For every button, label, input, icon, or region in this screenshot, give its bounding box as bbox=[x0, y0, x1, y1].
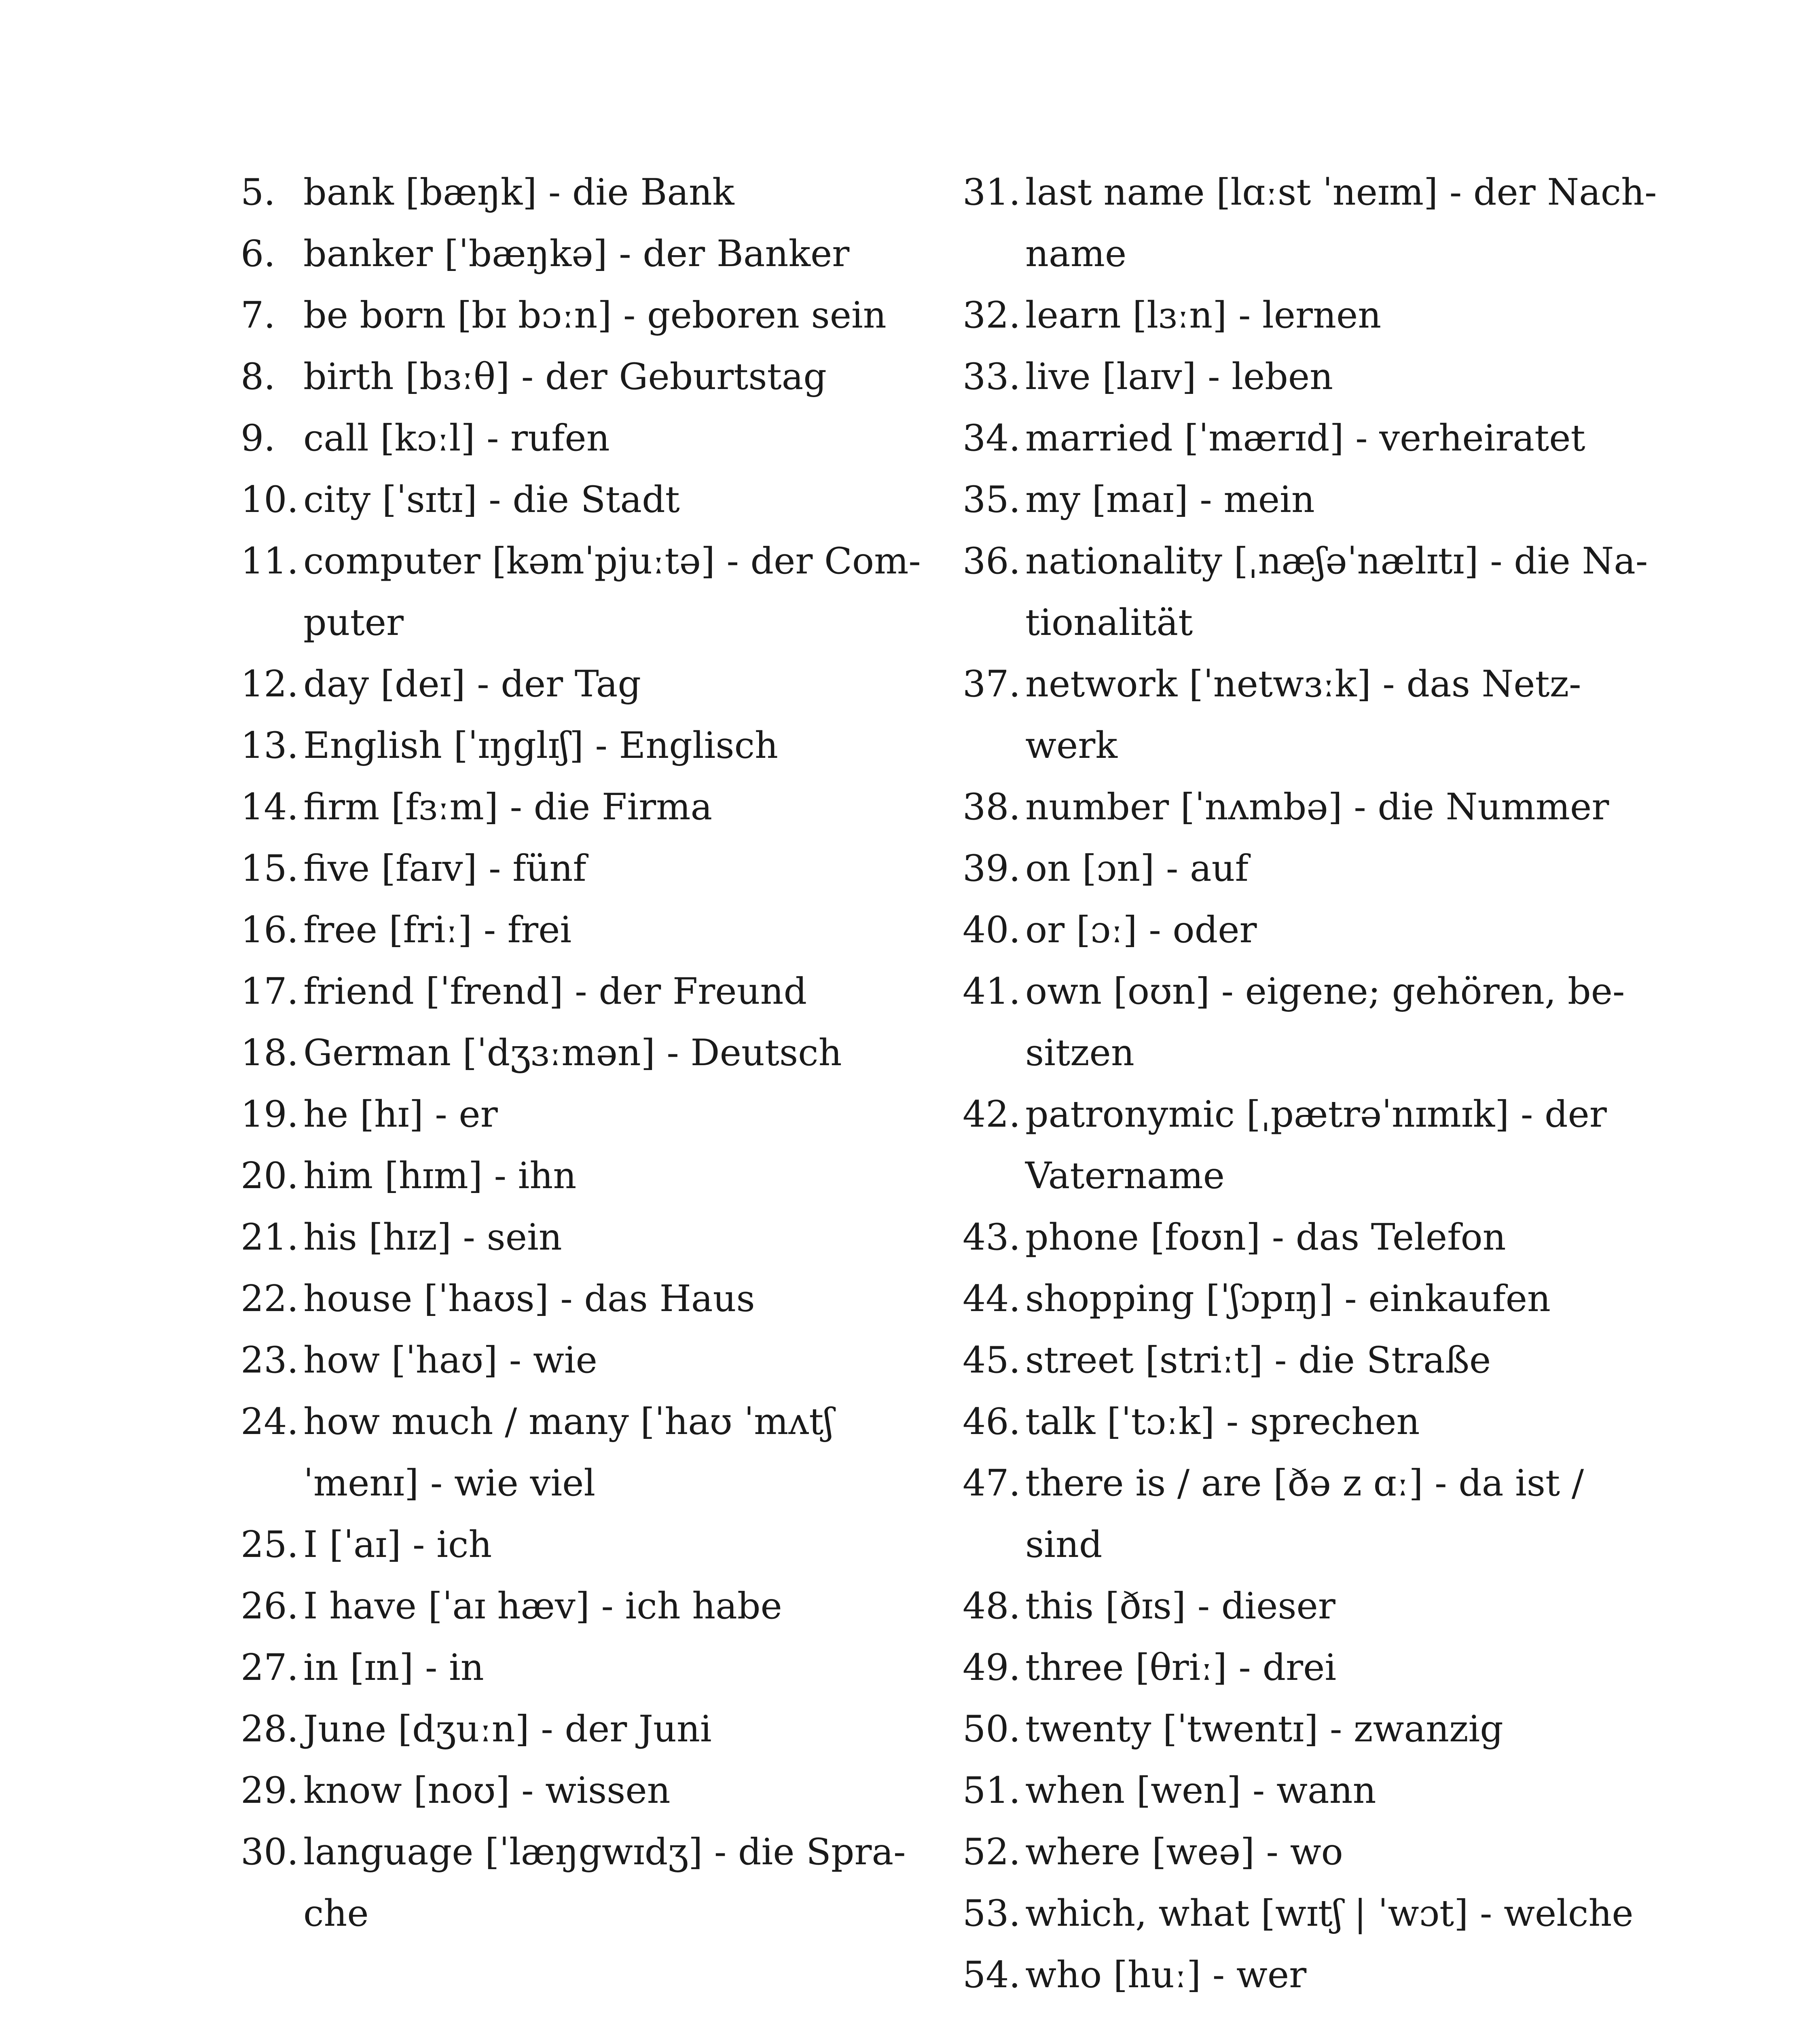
item-number: 41. bbox=[963, 970, 1021, 1013]
item-number: 23. bbox=[241, 1339, 299, 1381]
item-number: 34. bbox=[963, 417, 1021, 459]
list-item bbox=[241, 961, 928, 1022]
list-item bbox=[963, 1944, 1658, 2006]
item-number: 32. bbox=[963, 294, 1021, 336]
item-number: 27. bbox=[241, 1646, 299, 1689]
list-item bbox=[963, 776, 1658, 838]
item-number: 45. bbox=[963, 1339, 1021, 1381]
item-number: 38. bbox=[963, 786, 1021, 828]
item-text: live [laɪv] - leben bbox=[1025, 355, 1333, 398]
item-number: 13. bbox=[241, 724, 299, 767]
list-item bbox=[963, 961, 1658, 1084]
item-text: street [striːt] - die Straße bbox=[1025, 1339, 1491, 1381]
item-text: patronymic [ˌpætrəˈnɪmɪk] - der Vatername bbox=[1025, 1093, 1607, 1197]
list-item bbox=[241, 1576, 928, 1637]
item-text: him [hɪm] - ihn bbox=[303, 1155, 577, 1197]
item-text: English [ˈɪŋglɪʃ] - Englisch bbox=[303, 724, 778, 767]
item-number: 52. bbox=[963, 1831, 1021, 1873]
item-text: free [friː] - frei bbox=[303, 909, 572, 951]
item-number: 28. bbox=[241, 1708, 299, 1750]
list-item bbox=[963, 1453, 1658, 1576]
item-text: he [hɪ] - er bbox=[303, 1093, 498, 1136]
item-number: 7. bbox=[241, 294, 275, 336]
list-item bbox=[963, 1637, 1658, 1698]
item-number: 26. bbox=[241, 1585, 299, 1627]
item-text: city [ˈsɪtɪ] - die Stadt bbox=[303, 478, 680, 521]
item-number: 16. bbox=[241, 909, 299, 951]
item-number: 33. bbox=[963, 355, 1021, 398]
list-item bbox=[241, 1391, 928, 1514]
item-number: 44. bbox=[963, 1277, 1021, 1320]
list-item bbox=[963, 1821, 1658, 1883]
item-text: where [weə] - wo bbox=[1025, 1831, 1343, 1873]
item-number: 12. bbox=[241, 663, 299, 705]
item-number: 21. bbox=[241, 1216, 299, 1258]
item-text: who [huː] - wer bbox=[1025, 1954, 1307, 1996]
item-text: shopping [ˈʃɔpɪŋ] - einkaufen bbox=[1025, 1277, 1551, 1320]
item-text: his [hɪz] - sein bbox=[303, 1216, 562, 1258]
list-item bbox=[963, 285, 1658, 346]
item-text: day [deɪ] - der Tag bbox=[303, 663, 641, 705]
list-item bbox=[963, 1330, 1658, 1391]
item-text: German [ˈdʒɜːmən] - Deutsch bbox=[303, 1032, 842, 1074]
list-item bbox=[963, 1084, 1658, 1207]
item-text: talk [ˈtɔːk] - sprechen bbox=[1025, 1400, 1420, 1443]
item-number: 20. bbox=[241, 1155, 299, 1197]
list-item bbox=[241, 1514, 928, 1576]
item-text: own [oʊn] - eigene; gehören, be-sitzen bbox=[1025, 970, 1625, 1074]
item-number: 49. bbox=[963, 1646, 1021, 1689]
item-number: 31. bbox=[963, 171, 1021, 214]
item-number: 15. bbox=[241, 847, 299, 890]
item-number: 9. bbox=[241, 417, 275, 459]
list-item bbox=[241, 654, 928, 715]
item-text: this [ðɪs] - dieser bbox=[1025, 1585, 1335, 1627]
list-item bbox=[241, 223, 928, 285]
item-text: firm [fɜːm] - die Firma bbox=[303, 786, 713, 828]
item-text: how [ˈhaʊ] - wie bbox=[303, 1339, 597, 1381]
item-number: 48. bbox=[963, 1585, 1021, 1627]
list-item bbox=[241, 469, 928, 531]
item-text: network [ˈnetwɜːk] - das Netz-werk bbox=[1025, 663, 1581, 767]
item-text: banker [ˈbæŋkə] - der Banker bbox=[303, 233, 850, 275]
item-text: June [dʒuːn] - der Juni bbox=[303, 1708, 712, 1750]
list-item bbox=[241, 285, 928, 346]
item-number: 14. bbox=[241, 786, 299, 828]
vocabulary-list-left bbox=[241, 162, 928, 1944]
list-item bbox=[963, 1391, 1658, 1453]
list-item bbox=[963, 469, 1658, 531]
item-text: friend [ˈfrend] - der Freund bbox=[303, 970, 807, 1013]
item-number: 29. bbox=[241, 1769, 299, 1812]
list-item bbox=[963, 838, 1658, 899]
item-number: 43. bbox=[963, 1216, 1021, 1258]
list-item bbox=[963, 1883, 1658, 1944]
item-number: 37. bbox=[963, 663, 1021, 705]
item-text: twenty [ˈtwentɪ] - zwanzig bbox=[1025, 1708, 1503, 1750]
item-number: 5. bbox=[241, 171, 275, 214]
item-number: 18. bbox=[241, 1032, 299, 1074]
item-text: phone [foʊn] - das Telefon bbox=[1025, 1216, 1506, 1258]
item-text: number [ˈnʌmbə] - die Nummer bbox=[1025, 786, 1609, 828]
item-text: nationality [ˌnæʃəˈnælɪtɪ] - die Na-tionalität bbox=[1025, 540, 1648, 644]
item-text: on [ɔn] - auf bbox=[1025, 847, 1249, 890]
list-item bbox=[241, 899, 928, 961]
list-item bbox=[963, 408, 1658, 469]
list-item bbox=[241, 346, 928, 408]
item-number: 54. bbox=[963, 1954, 1021, 1996]
item-number: 17. bbox=[241, 970, 299, 1013]
item-number: 19. bbox=[241, 1093, 299, 1136]
list-item bbox=[241, 1022, 928, 1084]
list-item bbox=[241, 1145, 928, 1207]
list-item bbox=[241, 776, 928, 838]
item-text: be born [bɪ bɔːn] - geboren sein bbox=[303, 294, 887, 336]
item-number: 39. bbox=[963, 847, 1021, 890]
list-item bbox=[963, 654, 1658, 776]
item-number: 50. bbox=[963, 1708, 1021, 1750]
item-text: language [ˈlæŋgwɪdʒ] - die Spra-che bbox=[303, 1831, 906, 1935]
item-number: 22. bbox=[241, 1277, 299, 1320]
item-number: 25. bbox=[241, 1523, 299, 1566]
list-item bbox=[241, 1207, 928, 1268]
item-text: five [faɪv] - fünf bbox=[303, 847, 586, 890]
item-text: birth [bɜːθ] - der Geburtstag bbox=[303, 355, 827, 398]
list-item bbox=[963, 899, 1658, 961]
list-item bbox=[963, 1698, 1658, 1760]
item-text: which, what [wɪtʃ | ˈwɔt] - welche bbox=[1025, 1892, 1634, 1935]
item-number: 10. bbox=[241, 478, 299, 521]
item-text: computer [kəmˈpjuːtə] - der Com-puter bbox=[303, 540, 921, 644]
item-number: 47. bbox=[963, 1462, 1021, 1504]
list-item bbox=[241, 838, 928, 899]
item-text: I [ˈaɪ] - ich bbox=[303, 1523, 492, 1566]
item-text: learn [lɜːn] - lernen bbox=[1025, 294, 1382, 336]
item-text: when [wen] - wann bbox=[1025, 1769, 1376, 1812]
list-item bbox=[241, 715, 928, 776]
item-text: know [noʊ] - wissen bbox=[303, 1769, 671, 1812]
list-item bbox=[241, 1330, 928, 1391]
item-text: three [θriː] - drei bbox=[1025, 1646, 1337, 1689]
item-text: married [ˈmærɪd] - verheiratet bbox=[1025, 417, 1585, 459]
item-number: 36. bbox=[963, 540, 1021, 582]
item-number: 53. bbox=[963, 1892, 1021, 1935]
item-number: 46. bbox=[963, 1400, 1021, 1443]
item-text: house [ˈhaʊs] - das Haus bbox=[303, 1277, 755, 1320]
item-text: how much / many [ˈhaʊ ˈmʌtʃ ˈmenɪ] - wie viel bbox=[303, 1400, 834, 1504]
item-number: 35. bbox=[963, 478, 1021, 521]
list-item bbox=[963, 162, 1658, 285]
vocabulary-list-right bbox=[963, 162, 1658, 2006]
list-item bbox=[963, 1268, 1658, 1330]
item-number: 30. bbox=[241, 1831, 299, 1873]
list-item bbox=[963, 1760, 1658, 1821]
item-number: 24. bbox=[241, 1400, 299, 1443]
list-item bbox=[241, 1637, 928, 1698]
list-item bbox=[963, 1207, 1658, 1268]
item-text: or [ɔː] - oder bbox=[1025, 909, 1257, 951]
item-text: last name [lɑːst ˈneɪm] - der Nach-name bbox=[1025, 171, 1657, 275]
item-text: in [ɪn] - in bbox=[303, 1646, 484, 1689]
list-item bbox=[963, 531, 1658, 654]
item-number: 42. bbox=[963, 1093, 1021, 1136]
item-text: I have [ˈaɪ hæv] - ich habe bbox=[303, 1585, 782, 1627]
item-text: there is / are [ðə z ɑː] - da ist / sind bbox=[1025, 1462, 1584, 1566]
item-text: bank [bæŋk] - die Bank bbox=[303, 171, 734, 214]
list-item bbox=[241, 1821, 928, 1944]
item-number: 6. bbox=[241, 233, 275, 275]
list-item bbox=[963, 346, 1658, 408]
item-text: my [maɪ] - mein bbox=[1025, 478, 1315, 521]
list-item bbox=[241, 1760, 928, 1821]
list-item bbox=[963, 1576, 1658, 1637]
list-item bbox=[241, 1698, 928, 1760]
item-number: 8. bbox=[241, 355, 275, 398]
item-number: 51. bbox=[963, 1769, 1021, 1812]
list-item bbox=[241, 1084, 928, 1145]
list-item bbox=[241, 162, 928, 223]
item-number: 11. bbox=[241, 540, 299, 582]
list-item bbox=[241, 408, 928, 469]
item-text: call [kɔːl] - rufen bbox=[303, 417, 610, 459]
list-item bbox=[241, 1268, 928, 1330]
item-number: 40. bbox=[963, 909, 1021, 951]
list-item bbox=[241, 531, 928, 654]
